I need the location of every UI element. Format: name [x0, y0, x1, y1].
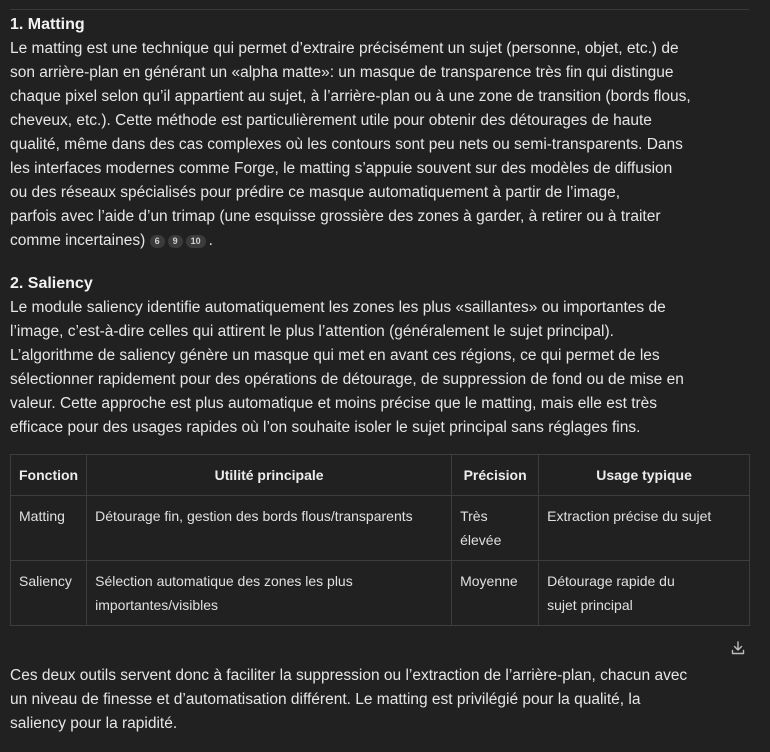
- table-cell: [539, 561, 750, 626]
- table-cell: Détourage fin, gestion des bords flous/transparents: [87, 496, 452, 561]
- citation-badge[interactable]: 10: [186, 235, 206, 248]
- text-line: les interfaces modernes comme Forge, le matting s’appuie souvent sur des modèles de diffusion: [10, 160, 673, 177]
- divider: [10, 9, 749, 10]
- cell-line: sujet principal: [547, 597, 633, 613]
- paragraph-conclusion: [10, 664, 760, 736]
- cell-line: Détourage rapide du: [547, 573, 675, 589]
- comparison-table: [10, 454, 750, 626]
- table-cell: Matting: [11, 496, 87, 561]
- text-line: Le matting est une technique qui permet d’extraire précisément un sujet (personne, objet, etc.) de: [10, 40, 679, 57]
- citation-badge[interactable]: 6: [150, 235, 165, 248]
- section-heading-saliency: 2. Saliency: [10, 275, 93, 292]
- cell-line: Très: [460, 508, 488, 524]
- paragraph-matting: [10, 37, 760, 253]
- text-line: qualité, même dans des cas complexes où les contours sont peu nets ou semi-transparents. Dans: [10, 136, 683, 153]
- text-line: efficace pour des usages rapides où l’on souhaite isoler le sujet principal sans réglages fins.: [10, 419, 641, 436]
- section-heading-matting: 1. Matting: [10, 16, 85, 33]
- table-cell: [87, 561, 452, 626]
- paragraph-saliency: [10, 296, 760, 440]
- table-row: [11, 561, 750, 626]
- text-line: l’image, c’est-à-dire celles qui attirent le plus l’attention (généralement le sujet principal).: [10, 323, 614, 340]
- table-cell: [539, 496, 750, 561]
- text-line-last: comme incertaines) 6 9 10 .: [10, 232, 213, 249]
- text-line: saliency pour la rapidité.: [10, 715, 178, 732]
- download-icon[interactable]: [731, 641, 745, 655]
- text-line: Le module saliency identifie automatiquement les zones les plus «saillantes» ou importantes de: [10, 299, 666, 316]
- table-cell: Saliency: [11, 561, 87, 626]
- text-line: sélectionner rapidement pour des opérations de détourage, de suppression de fond ou de mise en: [10, 371, 684, 388]
- text-line: parfois avec l’aide d’un trimap (une esquisse grossière des zones à garder, à retirer ou à traiter: [10, 208, 661, 225]
- table-header-row: [11, 455, 750, 496]
- cell-line: importantes/visibles: [95, 597, 219, 613]
- citation-badge[interactable]: 9: [168, 235, 183, 248]
- text-line: ou des réseaux spécialisés pour prédire ce masque automatiquement à partir de l’image,: [10, 184, 621, 201]
- table-cell: [452, 561, 539, 626]
- text-line: Ces deux outils servent donc à faciliter la suppression ou l’extraction de l’arrière-plan, chacun avec: [10, 667, 688, 684]
- text-line: son arrière-plan en générant un «alpha matte»: un masque de transparence très fin qui distingue: [10, 64, 674, 81]
- column-header: Précision: [452, 455, 539, 496]
- text-line: comme incertaines): [10, 232, 146, 249]
- column-header: Usage typique: [539, 455, 750, 496]
- column-header: Utilité principale: [87, 455, 452, 496]
- cell-line: Moyenne: [460, 573, 518, 589]
- text-line: L’algorithme de saliency génère un masque qui met en avant ces régions, ce qui permet de les: [10, 347, 660, 364]
- cell-line: Extraction précise du sujet: [547, 508, 712, 524]
- text-line: cheveux, etc.). Cette méthode est particulièrement utile pour obtenir des détourages de haute: [10, 112, 652, 129]
- text-line: chaque pixel selon qu’il appartient au sujet, à l’arrière-plan ou à une zone de transition (bords flous,: [10, 88, 691, 105]
- column-header: Fonction: [11, 455, 87, 496]
- text-line: un niveau de finesse et d’automatisation différent. Le matting est privilégié pour la qualité, la: [10, 691, 641, 708]
- table-cell: [452, 496, 539, 561]
- text-line: valeur. Cette approche est plus automatique et moins précise que le matting, mais elle est très: [10, 395, 658, 412]
- cell-line: élevée: [460, 532, 502, 548]
- table-row: [11, 496, 750, 561]
- cell-line: Sélection automatique des zones les plus: [95, 573, 353, 589]
